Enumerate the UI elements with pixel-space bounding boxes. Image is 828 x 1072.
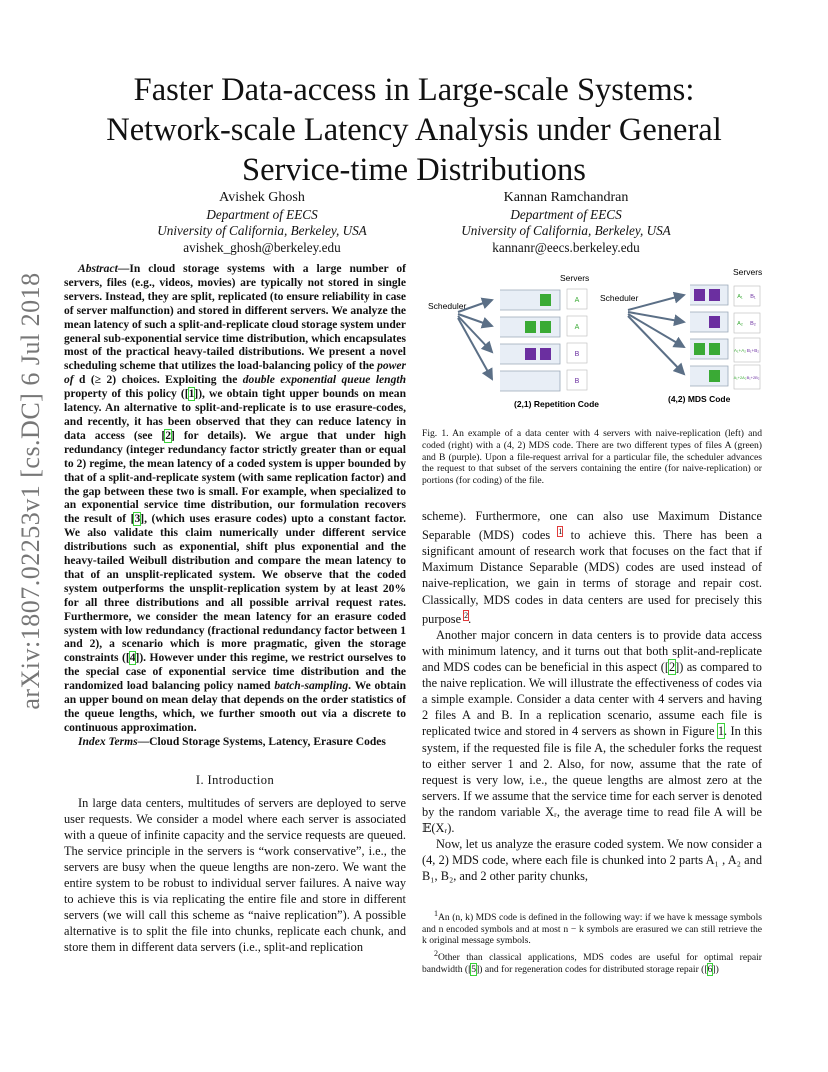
server-tag: A₁	[737, 294, 743, 300]
purple-request	[709, 316, 720, 328]
right-servers-label: Servers	[733, 267, 763, 277]
intro-text	[64, 795, 406, 955]
footnote-text: An (n, k) MDS code is defined in the following way: if we have k message symbols and n encoded symbols and at most n − k symbols are erasured we can still retrieve the k original message symbols.	[422, 912, 762, 946]
author-dept: Department of EECS	[510, 206, 622, 222]
footnote-marker[interactable]: 1	[558, 527, 563, 537]
author-name: Kannan Ramchandran	[503, 190, 629, 205]
paragraph: Now, let us analyze the erasure coded system. We now consider a (4, 2) MDS code, where each file is chunked into 2 parts A₁ , A₂ and B₁, B₂, and 2 other parity chunks,	[422, 837, 762, 884]
abstract-label: Abstract	[78, 263, 118, 275]
arxiv-id: arXiv:1807.02253v1 [cs.DC] 6 Jul 2018	[16, 272, 45, 710]
purple-request	[525, 348, 536, 360]
green-request	[694, 343, 705, 355]
server-tag: B₁+B₂	[746, 348, 760, 353]
server-tag: B₁	[750, 294, 756, 300]
green-request	[540, 321, 551, 333]
citation-link[interactable]: 5	[471, 964, 477, 975]
abstract-emph: batch-sampling	[274, 680, 349, 693]
server-tag: B₁+2B₂	[746, 375, 760, 380]
left-servers	[567, 289, 587, 390]
abstract-text: d (≥ 2) choices. Exploiting the	[73, 374, 243, 387]
purple-request	[694, 289, 705, 301]
purple-request	[540, 348, 551, 360]
server-tag: A₁+A₂	[733, 348, 747, 353]
figure-caption: Fig. 1. An example of a data center with 4 servers with naive-replication (left) and coded (right) with a (4, 2) MDS code. There are two different types of files A (green) and B (purple). Upon a file-request arrival for a particular file, the scheduler advances the request to that subset of the servers containing the entire (for naive-replication) or portions (for coding) of the file.	[422, 428, 762, 487]
title-line-1: Faster Data-access in Large-scale Systems:	[133, 72, 695, 108]
left-figure-caption: (2,1) Repetition Code	[514, 399, 600, 409]
server-tag: B	[574, 378, 580, 385]
arxiv-stamp	[2, 272, 60, 710]
paper-title	[60, 70, 768, 190]
server-tag: A₂	[737, 321, 743, 327]
right-queues	[690, 285, 728, 386]
left-scheduler-label: Scheduler	[428, 301, 467, 311]
section-heading	[64, 773, 406, 788]
green-request	[709, 370, 720, 382]
author-univ: University of California, Berkeley, USA	[157, 223, 367, 238]
author-email[interactable]: kannanr@eecs.berkeley.edu	[492, 239, 640, 255]
paragraph	[422, 627, 762, 836]
text-run: ]) as compared to the naive replication. We will illustrate the effectiveness of codes via a simple example. Consider a data center with 4 servers and having 2 files A and B. In a replication scenario, assume each file is replicated twice and stored in 4 servers as shown in Figure	[422, 660, 762, 739]
author-email[interactable]: avishek_ghosh@berkeley.edu	[183, 239, 341, 255]
server-tag: B₂	[750, 321, 756, 327]
right-servers	[734, 286, 760, 389]
abstract-text: . We obtain an upper bound on mean delay that depends on the order statistics of the queue lengths, which, we further smooth out via a discrete to continuous approximation.	[64, 680, 407, 734]
abstract-text: —In cloud storage systems with a large number of servers, files (e.g., videos, movies) are typically not stored in single servers. Instead, they are split, replicated (to ensure reliability in case of server malfunction) and stored in different servers. We analyze the mean latency of such a split-and-replicate cloud storage system under general sub-exponential service time distribution, which encapsulates most of the practical heavy-tailed distributions. We present a novel scheduling scheme that utilizes the load-balancing policy of the	[64, 263, 407, 373]
abstract-text: ]), we obtain tight upper bounds on mean latency. An alternative to split-and-replicate is to use erasure-codes, and recently, it has been observed that they can reduce latency in data access (see [	[64, 388, 406, 442]
purple-request	[709, 289, 720, 301]
server-tag: A	[574, 324, 580, 331]
abstract	[64, 263, 406, 750]
left-queues	[500, 290, 560, 391]
right-arrows	[628, 295, 684, 374]
author-block-2	[394, 190, 738, 256]
section-title: I. Introduction	[195, 773, 275, 787]
author-dept: Department of EECS	[206, 206, 318, 222]
arrow	[628, 314, 684, 347]
right-scheduler-label: Scheduler	[600, 293, 639, 303]
citation-link[interactable]: 4	[129, 652, 136, 665]
abstract-text: ] for details). We argue that under high redundancy (integer redundancy factor strictly greater than or equal to 2) regime, the mean latency of a coded system is upper bounded by that of a split-and-replicate system (with same replication factor) and the gap between these two is small. For example, when specialized to an exponential service time distribution, our formulation recovers the result of [	[64, 429, 406, 526]
citation-link[interactable]: 6	[707, 964, 713, 975]
green-request	[525, 321, 536, 333]
footnote-text: ]) and for regeneration codes for distributed storage repair ([	[476, 964, 708, 975]
footnote-text: Other than classical applications, MDS codes are useful for optimal repair bandwidth ([	[422, 952, 762, 975]
text-run: to achieve this. There has been a significant amount of research work that focuses on the fact that if Maximum Distance Separable (MDS) codes are used instead of naive-replication, we gain in terms of storage and repair cost. Classically, MDS codes in data centers are used for precisely this purpose	[422, 528, 762, 626]
citation-link[interactable]: 3	[134, 513, 141, 526]
footnote-1: $^1$An (n, k) MDS code is defined in the following way: if we have k message symbols and n encoded symbols and at most n − k symbols are erasured we can still retrieve the k original message symbols.	[422, 909, 762, 946]
text-run: . In this system, if the requested file is file A, the scheduler forks the request to either server 1 and 2. Also, for now, assume that the rate of request is very low, i.e., the queue lengths are almost zero at the servers. If we assume that the service time for each server is denoted by the random variable Xᵣ, the average time to read file A will be 𝔼(Xᵣ).	[422, 724, 762, 835]
footnotes	[422, 908, 762, 977]
queue	[500, 371, 560, 391]
paragraph	[422, 508, 762, 627]
server-tag: B	[574, 351, 580, 358]
title-line-3: Service-time Distributions	[242, 152, 586, 188]
abstract-text: property of this policy ([	[64, 388, 189, 401]
author-block-1	[90, 190, 434, 256]
paragraph: In large data centers, multitudes of servers are deployed to serve user requests. We consider a model where each server is associated with a queue of infinite capacity and the service requests are queued. The service principle in the servers is “work conservative”, i.e., the servers are busy when the queue lengths are non-zero. We want the entire system to be robust to individual server failures. A naive way to achieve this is via replicating the entire file and store in different servers (we will call this scheme as “naive replication”). A possible alternative is to split the file into chunks, replicate each chunk, and store them in different data servers (i.e., split-and replication	[64, 796, 406, 954]
arrow	[628, 316, 684, 374]
figure-1	[422, 262, 767, 417]
index-terms-label: Index Terms	[78, 735, 138, 748]
left-arrows	[458, 300, 492, 379]
footnote-2: $^2$Other than classical applications, MDS codes are useful for optimal repair bandwidth ([5]) and for regeneration codes for distributed storage repair ([6])	[422, 949, 762, 975]
figure-link[interactable]: 1	[717, 724, 724, 739]
footnote-marker[interactable]: 2	[464, 610, 469, 620]
abstract-text: ], (which uses erasure codes) upto a constant factor. We also validate this claim numerically under different service distributions such as exponential, shift plus exponential and the heavy-tailed Weibull distribution and compare the mean latency to that of an unsplit-replicated system. We observe that the coded system outperforms the unsplit-replication system by at least 20% for all three distributions and all possible arrival request rates. Furthermore, we consider the mean latency for an erasure coded system with low redundancy (fractional redundancy factor between 1 and 2), a scenario which is more pragmatic, given the storage constraints ([	[64, 513, 407, 665]
footnote-text: ])	[712, 964, 719, 975]
author-univ: University of California, Berkeley, USA	[461, 223, 671, 238]
text-run: .	[468, 611, 472, 626]
index-terms: —Cloud Storage Systems, Latency, Erasure Codes	[137, 735, 386, 748]
right-column-text	[422, 508, 762, 884]
author-name: Avishek Ghosh	[219, 190, 305, 205]
citation-link[interactable]: 2	[165, 429, 172, 442]
green-request	[540, 294, 551, 306]
text-run: scheme). Furthermore, one can also use Maximum Distance Separable (MDS) codes	[422, 509, 762, 543]
arrow	[628, 312, 684, 322]
abstract-emph: power of	[64, 360, 406, 387]
abstract-text: ]). However under this regime, we restrict ourselves to the special case of exponential service time distribution and the randomized load balancing policy named	[64, 652, 406, 693]
citation-link[interactable]: 2	[668, 660, 676, 675]
server-tag: A₁+2A₂	[733, 375, 747, 380]
text-run: Another major concern in data centers is to provide data access with minimum latency, and it turns out that both split-and-replicate and MDS codes can be beneficial in this aspect ([	[422, 627, 762, 675]
citation-link[interactable]: 1	[188, 388, 195, 401]
arrow	[458, 318, 492, 379]
title-line-2: Network-scale Latency Analysis under General	[106, 112, 722, 148]
abstract-emph: double exponential queue length	[242, 374, 406, 387]
left-servers-label: Servers	[560, 273, 590, 283]
right-figure-caption: (4,2) MDS Code	[668, 394, 731, 404]
green-request	[709, 343, 720, 355]
server-tag: A	[574, 297, 580, 304]
